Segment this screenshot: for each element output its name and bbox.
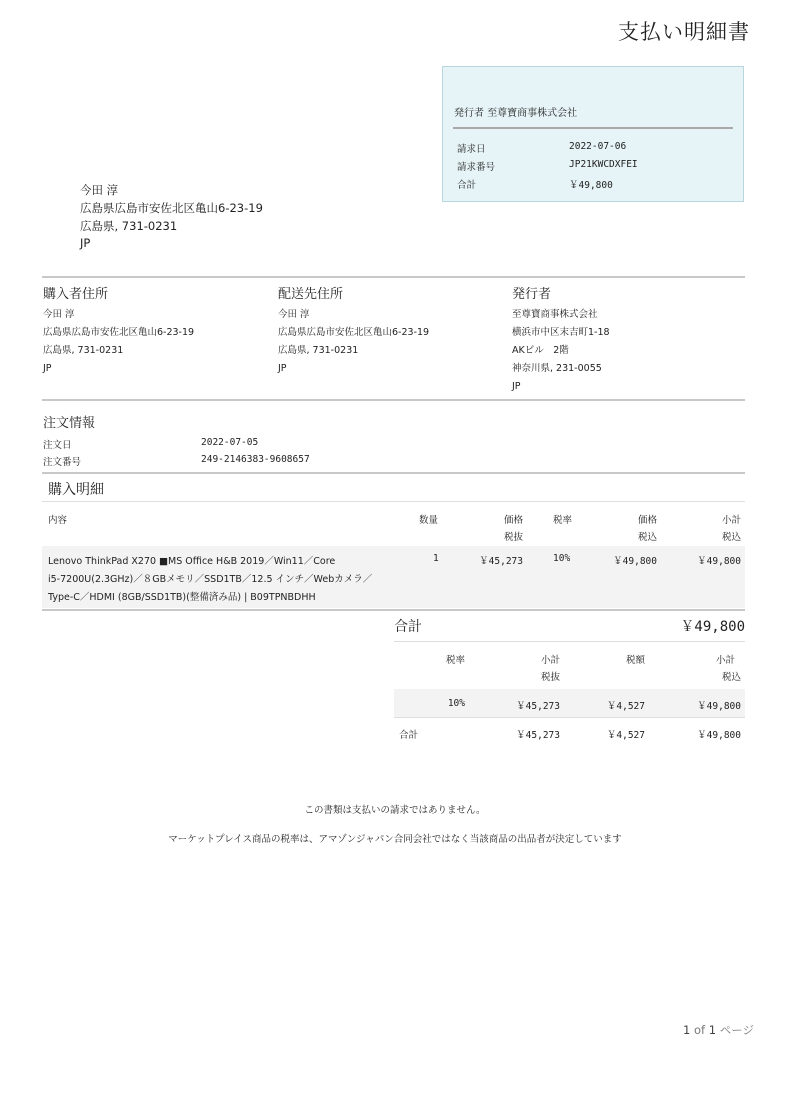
invoice-number-label: 請求番号 [457,162,496,173]
tax-table-column-subtotal-ex: 小計 [540,655,560,666]
divider [394,641,745,642]
issuer-address-line: 至尊寶商事株式会社 [512,309,598,320]
shipping-address-line: 今田 淳 [278,309,310,320]
shipping-address-column [278,284,429,378]
buyer-address-line: 広島県, 731-0231 [43,345,124,356]
buyer-address-line: 広島県広島市安佐北区亀山6-23-19 [43,327,195,338]
column-price-ex-sub: 税抜 [503,532,523,543]
column-subtotal: 小計 [721,515,741,526]
column-price-in-sub: 税込 [637,532,657,543]
item-description-line: i5-7200U(2.3GHz)／８GBメモリ／SSD1TB／12.5 インチ／Webカメラ／ [48,574,373,585]
total-label: 合計 [394,619,422,635]
item-qty: 1 [433,553,439,564]
issuer-summary-box [442,66,744,202]
item-price-in: ￥49,800 [613,556,657,567]
column-subtotal-sub: 税込 [721,532,741,543]
recipient-country: JP [80,236,91,250]
column-price-ex: 価格 [503,515,523,526]
item-tax-rate: 10% [553,553,571,564]
recipient-name: 今田 淳 [80,183,119,197]
item-description-line: Lenovo ThinkPad X270 ■MS Office H&B 2019／Win11／Core [48,556,336,567]
item-price-ex: ￥45,273 [479,556,523,567]
tax-sum-subtotal-ex: ￥45,273 [516,730,560,741]
note-not-invoice: この書類は支払いの請求ではありません。 [304,805,486,816]
tax-sum-subtotal-in: ￥49,800 [697,730,741,741]
tax-table-column-tax-amount: 税額 [625,655,645,666]
invoice-total-label: 合計 [457,180,477,191]
issuer-label: 発行者 [454,108,484,119]
column-price-in: 価格 [637,515,657,526]
issuer-address-heading: 発行者 [512,287,552,302]
issuer-address-line: 横浜市中区末吉町1-18 [512,327,610,338]
tax-rate-row-subtotal-in: ￥49,800 [697,701,741,712]
divider [42,276,745,278]
purchase-details-heading: 購入明細 [48,482,104,498]
page-suffix: ページ [719,1023,754,1037]
issuer-address-line: 神奈川県, 231-0055 [512,363,602,374]
order-number-value: 249-2146383-9608657 [201,454,310,465]
page-current: 1 [683,1023,691,1037]
issuer-address-line: AKビル 2階 [512,345,569,356]
buyer-address-column [43,284,194,378]
page-of: of [693,1023,706,1037]
invoice-date-value: 2022-07-06 [569,141,627,152]
issuer-box-divider [453,127,733,129]
tax-rate-row-rate: 10% [447,698,465,709]
page-total: 1 [708,1023,717,1037]
issuer-line [454,104,577,119]
tax-sum-label: 合計 [399,730,419,741]
invoice-number-value: JP21KWCDXFEI [569,159,638,170]
order-number-label: 注文番号 [43,457,82,468]
note-tax-rate: マーケットプレイス商品の税率は、アマゾンジャパン合同会社ではなく当該商品の出品者が決定しています [168,834,622,845]
shipping-address-line: 広島県広島市安佐北区亀山6-23-19 [278,327,430,338]
issuer-address-column [512,284,610,396]
column-qty: 数量 [419,515,439,526]
recipient-address: 広島県広島市安佐北区亀山6-23-19 [80,201,263,215]
divider [42,399,745,401]
shipping-address-line: JP [278,363,287,374]
order-date-label: 注文日 [43,440,72,451]
buyer-address-heading: 購入者住所 [43,287,109,302]
item-subtotal: ￥49,800 [697,556,741,567]
order-info-heading: 注文情報 [43,416,96,431]
issuer-name: 至尊寶商事株式会社 [487,108,578,119]
buyer-address-line: JP [43,363,52,374]
divider [42,472,745,474]
divider [394,717,745,718]
tax-sum-tax-amount: ￥4,527 [606,730,645,741]
order-date-value: 2022-07-05 [201,437,259,448]
column-tax-rate: 税率 [553,515,573,526]
tax-table-column-rate: 税率 [445,655,465,666]
tax-rate-row [394,689,745,717]
document-title: 支払い明細書 [618,20,750,44]
page-indicator [683,1022,754,1038]
issuer-address-line: JP [512,381,521,392]
divider [42,501,745,502]
column-content: 内容 [48,515,68,526]
invoice-date-label: 請求日 [457,144,486,155]
buyer-address-line: 今田 淳 [43,309,75,320]
tax-table-column-subtotal-in-sub: 税込 [721,672,741,683]
shipping-address-heading: 配送先住所 [278,287,344,302]
divider [42,609,745,611]
tax-table-column-subtotal-ex-sub: 税抜 [540,672,560,683]
tax-rate-row-tax-amount: ￥4,527 [606,701,645,712]
invoice-total-value: ￥49,800 [569,180,613,191]
tax-rate-row-subtotal-ex: ￥45,273 [516,701,560,712]
recipient-region: 広島県, 731-0231 [80,219,178,233]
item-description-line: Type-C／HDMI (8GB/SSD1TB)(整備済み品) | B09TPNBDHH [48,592,316,603]
shipping-address-line: 広島県, 731-0231 [278,345,359,356]
tax-table-column-subtotal-in: 小計 [715,655,735,666]
total-amount: ￥49,800 [680,619,745,635]
item-description [48,553,393,607]
